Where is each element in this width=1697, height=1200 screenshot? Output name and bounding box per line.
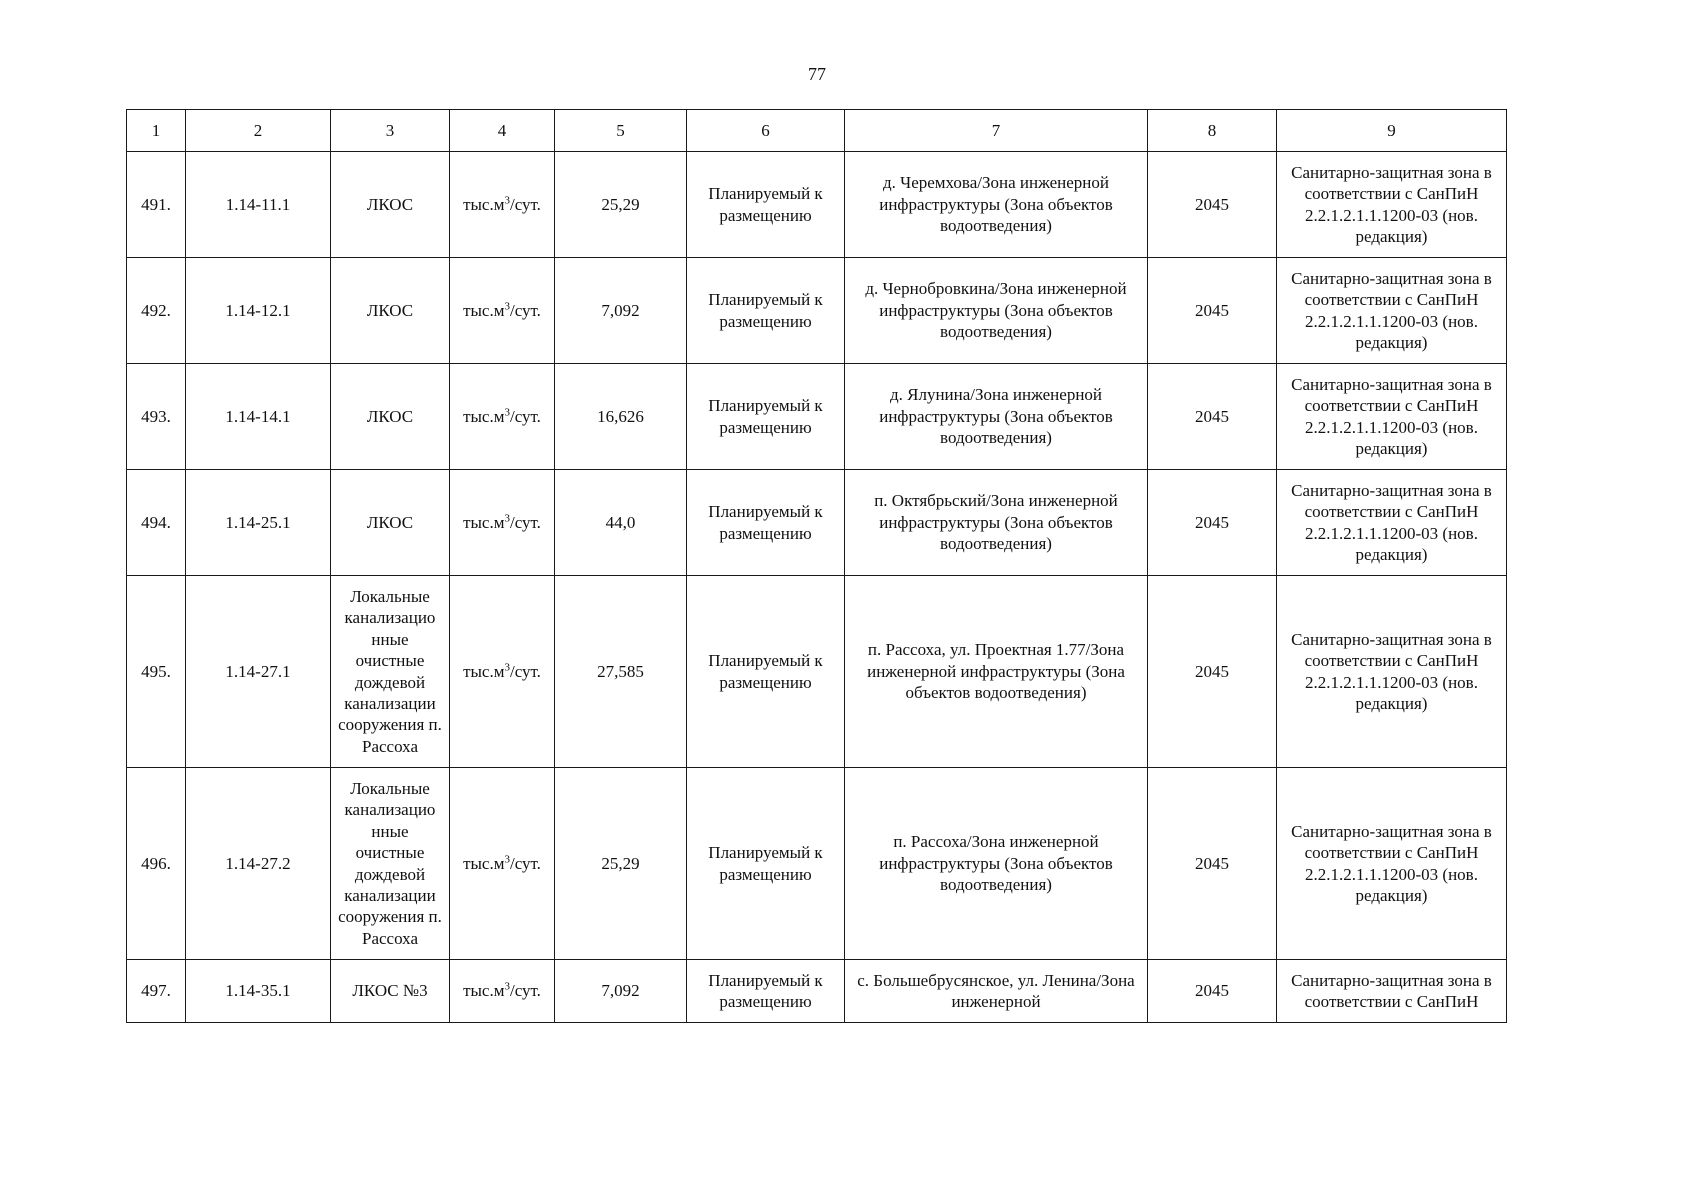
object-code: 1.14-11.1 [186, 152, 331, 258]
zone: Санитарно-защитная зона в соответствии с СанПиН 2.2.1.2.1.1.1200-03 (нов. редакция) [1277, 576, 1507, 768]
object-code: 1.14-35.1 [186, 960, 331, 1023]
location: п. Октябрьский/Зона инженерной инфраструктуры (Зона объектов водоотведения) [845, 470, 1148, 576]
capacity-value: 25,29 [555, 768, 687, 960]
unit: $тыс.м^3$/сут. [450, 960, 555, 1023]
unit: $тыс.м^3$/сут. [450, 258, 555, 364]
row-number: 494. [127, 470, 186, 576]
year: 2045 [1148, 258, 1277, 364]
column-header: 9 [1277, 110, 1507, 152]
table-header-row [127, 110, 1507, 152]
status: Планируемый к размещению [687, 470, 845, 576]
status: Планируемый к размещению [687, 768, 845, 960]
status: Планируемый к размещению [687, 152, 845, 258]
row-number: 492. [127, 258, 186, 364]
object-code: 1.14-14.1 [186, 364, 331, 470]
column-header: 7 [845, 110, 1148, 152]
zone: Санитарно-защитная зона в соответствии с СанПиН [1277, 960, 1507, 1023]
row-number: 497. [127, 960, 186, 1023]
location: с. Большебрусянское, ул. Ленина/Зона инженерной [845, 960, 1148, 1023]
unit: $тыс.м^3$/сут. [450, 152, 555, 258]
column-header: 8 [1148, 110, 1277, 152]
column-header: 2 [186, 110, 331, 152]
row-number: 491. [127, 152, 186, 258]
zone: Санитарно-защитная зона в соответствии с СанПиН 2.2.1.2.1.1.1200-03 (нов. редакция) [1277, 258, 1507, 364]
zone: Санитарно-защитная зона в соответствии с СанПиН 2.2.1.2.1.1.1200-03 (нов. редакция) [1277, 364, 1507, 470]
object-code: 1.14-27.2 [186, 768, 331, 960]
status: Планируемый к размещению [687, 960, 845, 1023]
year: 2045 [1148, 768, 1277, 960]
zone: Санитарно-защитная зона в соответствии с СанПиН 2.2.1.2.1.1.1200-03 (нов. редакция) [1277, 768, 1507, 960]
location: п. Рассоха, ул. Проектная 1.77/Зона инженерной инфраструктуры (Зона объектов водоотведения) [845, 576, 1148, 768]
table-row [127, 364, 1507, 470]
object-name: ЛКОС [331, 258, 450, 364]
table-row [127, 152, 1507, 258]
location: д. Ялунина/Зона инженерной инфраструктуры (Зона объектов водоотведения) [845, 364, 1148, 470]
column-header: 3 [331, 110, 450, 152]
column-header: 4 [450, 110, 555, 152]
status: Планируемый к размещению [687, 364, 845, 470]
row-number: 493. [127, 364, 186, 470]
unit: $тыс.м^3$/сут. [450, 768, 555, 960]
object-name: ЛКОС [331, 470, 450, 576]
object-name: Локальные канализацио нные очистные дождевой канализации сооружения п. Рассоха [331, 768, 450, 960]
row-number: 496. [127, 768, 186, 960]
object-name: ЛКОС [331, 152, 450, 258]
year: 2045 [1148, 364, 1277, 470]
year: 2045 [1148, 152, 1277, 258]
status: Планируемый к размещению [687, 258, 845, 364]
year: 2045 [1148, 960, 1277, 1023]
year: 2045 [1148, 470, 1277, 576]
table-row [127, 258, 1507, 364]
location: д. Черемхова/Зона инженерной инфраструктуры (Зона объектов водоотведения) [845, 152, 1148, 258]
table-row [127, 470, 1507, 576]
table-row [127, 768, 1507, 960]
capacity-value: 7,092 [555, 258, 687, 364]
capacity-value: 27,585 [555, 576, 687, 768]
unit: $тыс.м^3$/сут. [450, 470, 555, 576]
zone: Санитарно-защитная зона в соответствии с СанПиН 2.2.1.2.1.1.1200-03 (нов. редакция) [1277, 470, 1507, 576]
page-number: 77 [808, 64, 826, 84]
capacity-value: 25,29 [555, 152, 687, 258]
object-name: Локальные канализацио нные очистные дождевой канализации сооружения п. Рассоха [331, 576, 450, 768]
object-code: 1.14-25.1 [186, 470, 331, 576]
column-header: 1 [127, 110, 186, 152]
object-name: ЛКОС [331, 364, 450, 470]
location: п. Рассоха/Зона инженерной инфраструктуры (Зона объектов водоотведения) [845, 768, 1148, 960]
zone: Санитарно-защитная зона в соответствии с СанПиН 2.2.1.2.1.1.1200-03 (нов. редакция) [1277, 152, 1507, 258]
table-row [127, 576, 1507, 768]
capacity-value: 44,0 [555, 470, 687, 576]
object-code: 1.14-27.1 [186, 576, 331, 768]
column-header: 5 [555, 110, 687, 152]
unit: $тыс.м^3$/сут. [450, 364, 555, 470]
objects-table [126, 109, 1507, 1023]
capacity-value: 7,092 [555, 960, 687, 1023]
table-row [127, 960, 1507, 1023]
location: д. Чернобровкина/Зона инженерной инфраструктуры (Зона объектов водоотведения) [845, 258, 1148, 364]
year: 2045 [1148, 576, 1277, 768]
object-code: 1.14-12.1 [186, 258, 331, 364]
column-header: 6 [687, 110, 845, 152]
status: Планируемый к размещению [687, 576, 845, 768]
unit: $тыс.м^3$/сут. [450, 576, 555, 768]
capacity-value: 16,626 [555, 364, 687, 470]
row-number: 495. [127, 576, 186, 768]
object-name: ЛКОС №3 [331, 960, 450, 1023]
